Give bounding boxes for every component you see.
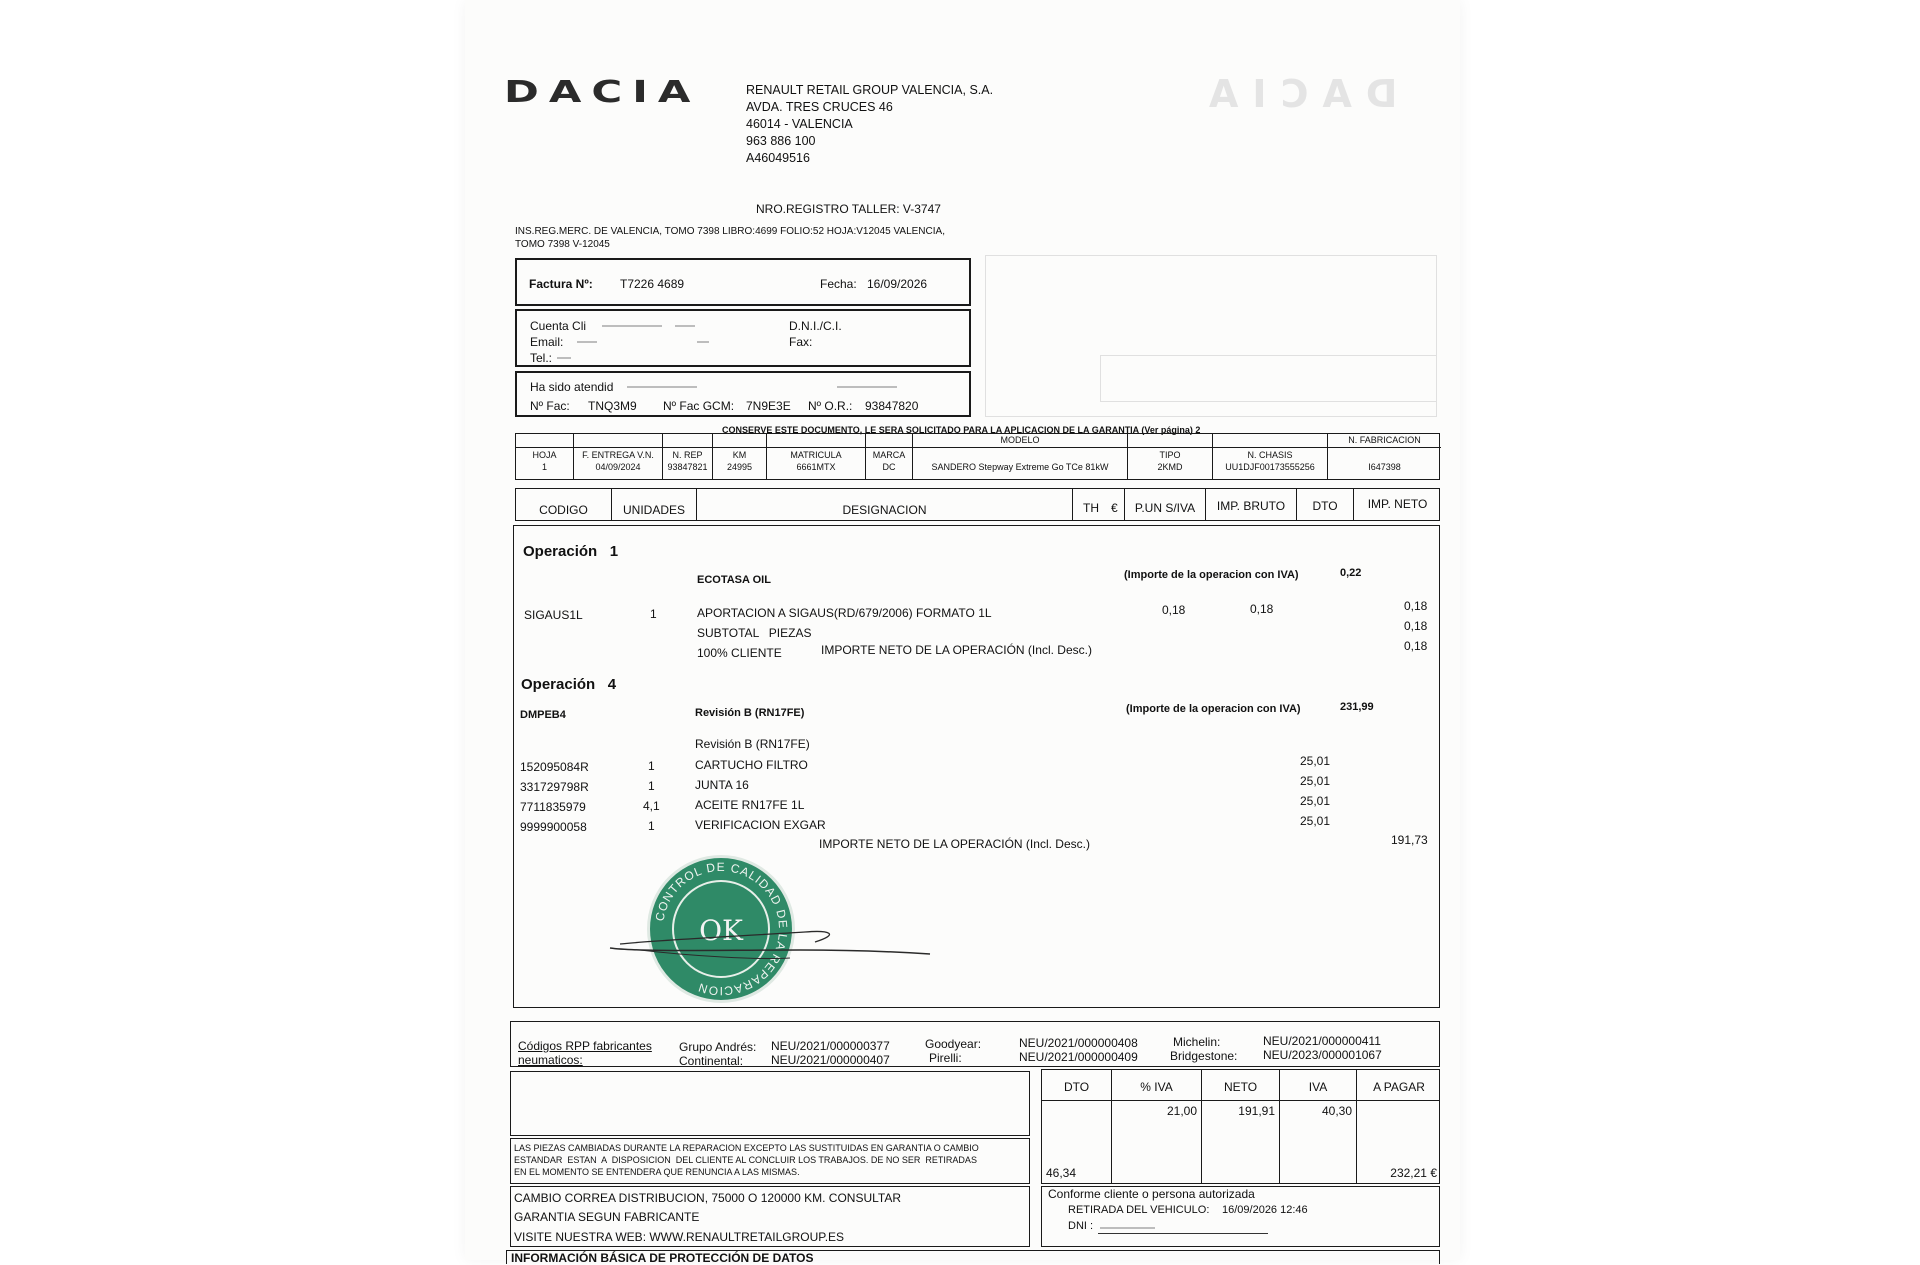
company-phone: 963 886 100 [746, 134, 816, 148]
dni-retirada-label: DNI : [1068, 1220, 1094, 1232]
col-bruto: IMP. BRUTO [1216, 499, 1286, 513]
vehicle-header-tipo: TIPO [1159, 450, 1181, 460]
op1-neto-label: IMPORTE NETO DE LA OPERACIÓN (Incl. Desc.) [821, 643, 1092, 657]
registro-mercantil: INS.REG.MERC. DE VALENCIA, TOMO 7398 LIBRO:4699 FOLIO:52 HOJA:V12045 VALENCIA, [515, 226, 945, 237]
stamp-ring-text: CONTROL DE CALIDAD DE LA REPARACION [652, 859, 791, 999]
col-euro: € [1111, 501, 1118, 515]
totals-dto: 46,34 [1046, 1166, 1077, 1180]
rpp-code: NEU/2021/000000408 [1019, 1036, 1138, 1050]
op4-line-neto: 25,01 [1300, 794, 1331, 808]
footer-correa: CAMBIO CORREA DISTRIBUCION, 75000 O 120000 KM. CONSULTAR [514, 1191, 901, 1205]
op4-line-code: 331729798R [520, 780, 589, 794]
vehicle-tipo: 2KMD [1157, 462, 1183, 472]
op1-line-code: SIGAUS1L [524, 608, 583, 622]
op4-code: DMPEB4 [520, 709, 566, 721]
conforme-label: Conforme cliente o persona autorizada [1048, 1187, 1255, 1201]
nor-label: Nº O.R.: [808, 399, 853, 413]
rpp-code: NEU/2021/000000411 [1263, 1034, 1381, 1048]
op4-importe-label: (Importe de la operacion con IVA) [1126, 703, 1301, 715]
col-unidades: UNIDADES [622, 503, 685, 517]
vehicle-header-km: KM [732, 450, 747, 460]
col-dto: DTO [1312, 499, 1338, 513]
dacia-logo: DACIA [504, 74, 701, 110]
op4-title: Operación 4 [521, 676, 617, 693]
totals-header-iva-pct: % IVA [1140, 1080, 1173, 1094]
rpp-code: NEU/2021/000000409 [1019, 1050, 1138, 1064]
tel-label: Tel.: [530, 351, 553, 365]
op1-importe-label: (Importe de la operacion con IVA) [1124, 569, 1299, 581]
op1-subtotal-label: SUBTOTAL PIEZAS [697, 626, 812, 640]
fecha-label: Fecha: [820, 277, 857, 291]
rpp-brand: Pirelli: [929, 1051, 962, 1065]
vehicle-header-matricula: MATRICULA [790, 450, 842, 460]
factura-box [515, 258, 971, 306]
redaction [577, 341, 597, 343]
vehicle-header-fabricacion: N. FABRICACION [1348, 435, 1421, 445]
op4-line-neto: 25,01 [1300, 754, 1331, 768]
vehicle-table [515, 433, 1440, 480]
op1-importe-value: 0,22 [1340, 567, 1362, 579]
vehicle-header-fentrega: F. ENTREGA V.N. [582, 450, 654, 460]
vehicle-header-chasis: N. CHASIS [1247, 450, 1293, 460]
proteccion-datos-title: INFORMACIÓN BÁSICA DE PROTECCIÓN DE DATOS [511, 1251, 814, 1265]
company-block [746, 82, 993, 167]
rpp-brand: Bridgestone: [1170, 1049, 1238, 1063]
rpp-code: NEU/2021/000000377 [771, 1039, 890, 1053]
dni-label: D.N.I./C.I. [789, 319, 842, 333]
rpp-box [510, 1021, 1440, 1067]
proteccion-datos-box [506, 1250, 1440, 1264]
redaction [1100, 1227, 1155, 1229]
redaction [837, 386, 897, 388]
op1-line-units: 1 [650, 607, 657, 621]
col-designacion: DESIGNACION [842, 503, 927, 517]
vehicle-header-nrep: N. REP [672, 450, 703, 460]
op1-name: ECOTASA OIL [697, 574, 771, 586]
show-through-box [1100, 355, 1437, 402]
piezas-notice: LAS PIEZAS CAMBIADAS DURANTE LA REPARACION EXCEPTO LAS SUSTITUIDAS EN GARANTIA O CAMBIO [514, 1143, 979, 1153]
op4-line-units: 1 [648, 819, 655, 833]
op4-line-neto: 25,01 [1300, 814, 1331, 828]
piezas-notice-3: EN EL MOMENTO SE ENTENDERA QUE RENUNCIA A LAS MISMAS. [514, 1167, 800, 1177]
redaction [557, 357, 571, 359]
col-th: TH [1083, 501, 1099, 515]
op4-neto-value: 191,73 [1391, 833, 1428, 847]
nfac-label: Nº Fac: [530, 399, 570, 413]
totals-header-iva: IVA [1308, 1080, 1328, 1094]
email-label: Email: [530, 335, 564, 349]
retirada-value: 16/09/2026 12:46 [1222, 1204, 1308, 1216]
observaciones-box [510, 1071, 1030, 1136]
vehicle-hoja: 1 [541, 462, 547, 472]
op1-line-bruto: 0,18 [1250, 602, 1274, 616]
registro-taller: NRO.REGISTRO TALLER: V-3747 [756, 202, 941, 216]
registro-mercantil-2: TOMO 7398 V-12045 [515, 239, 610, 250]
op4-line-code: 152095084R [520, 760, 589, 774]
op4-importe-value: 231,99 [1340, 701, 1374, 713]
redaction [602, 325, 662, 327]
op4-line-units: 1 [648, 759, 655, 773]
totals-header-dto: DTO [1063, 1080, 1090, 1094]
vehicle-nrep: 93847821 [667, 462, 708, 472]
rpp-code: NEU/2021/000000407 [771, 1053, 890, 1067]
op4-line-desc: CARTUCHO FILTRO [695, 758, 808, 772]
company-name: RENAULT RETAIL GROUP VALENCIA, S.A. [746, 83, 994, 97]
rpp-brand: Grupo Andrés: [679, 1040, 757, 1054]
cuenta-label: Cuenta Cli [530, 319, 587, 333]
vehicle-modelo: SANDERO Stepway Extreme Go TCe 81kW [931, 462, 1109, 472]
totals-neto: 191,91 [1238, 1104, 1275, 1118]
totals-apagar: 232,21 € [1390, 1166, 1437, 1180]
vehicle-fabricacion: I647398 [1368, 462, 1401, 472]
op1-line-desc: APORTACION A SIGAUS(RD/679/2006) FORMATO 1L [697, 606, 992, 620]
totals-table [1041, 1069, 1440, 1184]
fecha-value: 16/09/2026 [867, 277, 928, 291]
vehicle-chasis: UU1DJF00173555256 [1225, 462, 1315, 472]
col-neto: IMP. NETO [1367, 497, 1428, 511]
retirada-box [1041, 1186, 1440, 1247]
op4-line-code: 9999900058 [520, 820, 587, 834]
op4-line-neto: 25,01 [1300, 774, 1331, 788]
factura-label: Factura Nº: [529, 277, 593, 291]
op4-line-code: 7711835979 [520, 800, 586, 814]
company-postal: 46014 - VALENCIA [746, 117, 853, 131]
rpp-brand: Continental: [679, 1054, 744, 1068]
footer-info-box [510, 1186, 1030, 1247]
op1-title: Operación 1 [523, 543, 619, 560]
vehicle-fentrega: 04/09/2024 [595, 462, 641, 472]
vehicle-header-modelo: MODELO [1000, 435, 1040, 445]
op1-subtotal-value: 0,18 [1404, 619, 1428, 633]
col-codigo: CODIGO [539, 503, 588, 517]
op4-line-desc: JUNTA 16 [695, 778, 749, 792]
op4-line-desc: VERIFICACION EXGAR [695, 818, 826, 832]
op1-neto-value: 0,18 [1404, 639, 1428, 653]
totals-header-neto: NETO [1223, 1080, 1258, 1094]
op4-line-units: 4,1 [643, 799, 660, 813]
redaction [675, 325, 695, 327]
fax-label: Fax: [789, 335, 813, 349]
totals-iva: 40,30 [1321, 1104, 1352, 1118]
vehicle-header-marca: MARCA [872, 450, 906, 460]
nor-value: 93847820 [865, 399, 919, 413]
atendido-box [515, 371, 971, 417]
op1-line-pun: 0,18 [1162, 603, 1186, 617]
vehicle-km: 24995 [726, 462, 753, 472]
columns-header [515, 488, 1440, 521]
op4-name: Revisión B (RN17FE) [695, 707, 805, 719]
totals-iva-pct: 21,00 [1166, 1104, 1197, 1118]
nfac-gcm-value: 7N9E3E [746, 399, 791, 413]
vehicle-header-hoja: HOJA [532, 450, 557, 460]
rpp-code: NEU/2023/000001067 [1263, 1048, 1382, 1062]
stamp-ok: OK [699, 914, 743, 947]
rpp-brand: Goodyear: [925, 1037, 982, 1051]
op4-line-units: 1 [648, 779, 655, 793]
footer-web: VISITE NUESTRA WEB: WWW.RENAULTRETAILGROUP.ES [514, 1230, 845, 1244]
garantia-notice: CONSERVE ESTE DOCUMENTO, LE SERA SOLICITADO PARA LA APLICACION DE LA GARANTIA (Ver página) 2 [722, 425, 1201, 435]
op1-cliente-label: 100% CLIENTE [697, 646, 782, 660]
factura-number: T7226 4689 [620, 277, 685, 291]
col-pun: P.UN S/IVA [1134, 501, 1196, 515]
company-address: AVDA. TRES CRUCES 46 [746, 100, 893, 114]
op4-line-desc: ACEITE RN17FE 1L [695, 798, 805, 812]
totals-header-apagar: A PAGAR [1373, 1080, 1425, 1094]
redaction [697, 341, 709, 343]
op4-sub-name: Revisión B (RN17FE) [695, 737, 810, 751]
client-box [515, 309, 971, 367]
rpp-label: Códigos RPP fabricantes [518, 1039, 652, 1053]
op1-line-neto: 0,18 [1404, 599, 1428, 613]
redaction [627, 386, 697, 388]
show-through-logo: DACIA [1195, 72, 1398, 116]
piezas-notice-box [510, 1138, 1030, 1184]
nfac-gcm-label: Nº Fac GCM: [663, 399, 735, 413]
atendido-label: Ha sido atendid [530, 380, 614, 394]
footer-garantia: GARANTIA SEGUN FABRICANTE [514, 1210, 700, 1224]
rpp-brand: Michelin: [1173, 1035, 1221, 1049]
company-cif: A46049516 [746, 151, 810, 165]
rpp-label-2: neumaticos: [518, 1053, 583, 1067]
vehicle-matricula: 6661MTX [796, 462, 836, 472]
op4-neto-label: IMPORTE NETO DE LA OPERACIÓN (Incl. Desc.) [819, 837, 1090, 851]
signature [600, 920, 940, 970]
vehicle-marca: DC [882, 462, 896, 472]
retirada-label: RETIRADA DEL VEHICULO: [1068, 1204, 1210, 1216]
nfac-value: TNQ3M9 [588, 399, 637, 413]
piezas-notice-2: ESTANDAR ESTAN A DISPOSICION DEL CLIENTE AL CONCLUIR LOS TRABAJOS. DE NO SER RETIRADAS [514, 1155, 977, 1165]
